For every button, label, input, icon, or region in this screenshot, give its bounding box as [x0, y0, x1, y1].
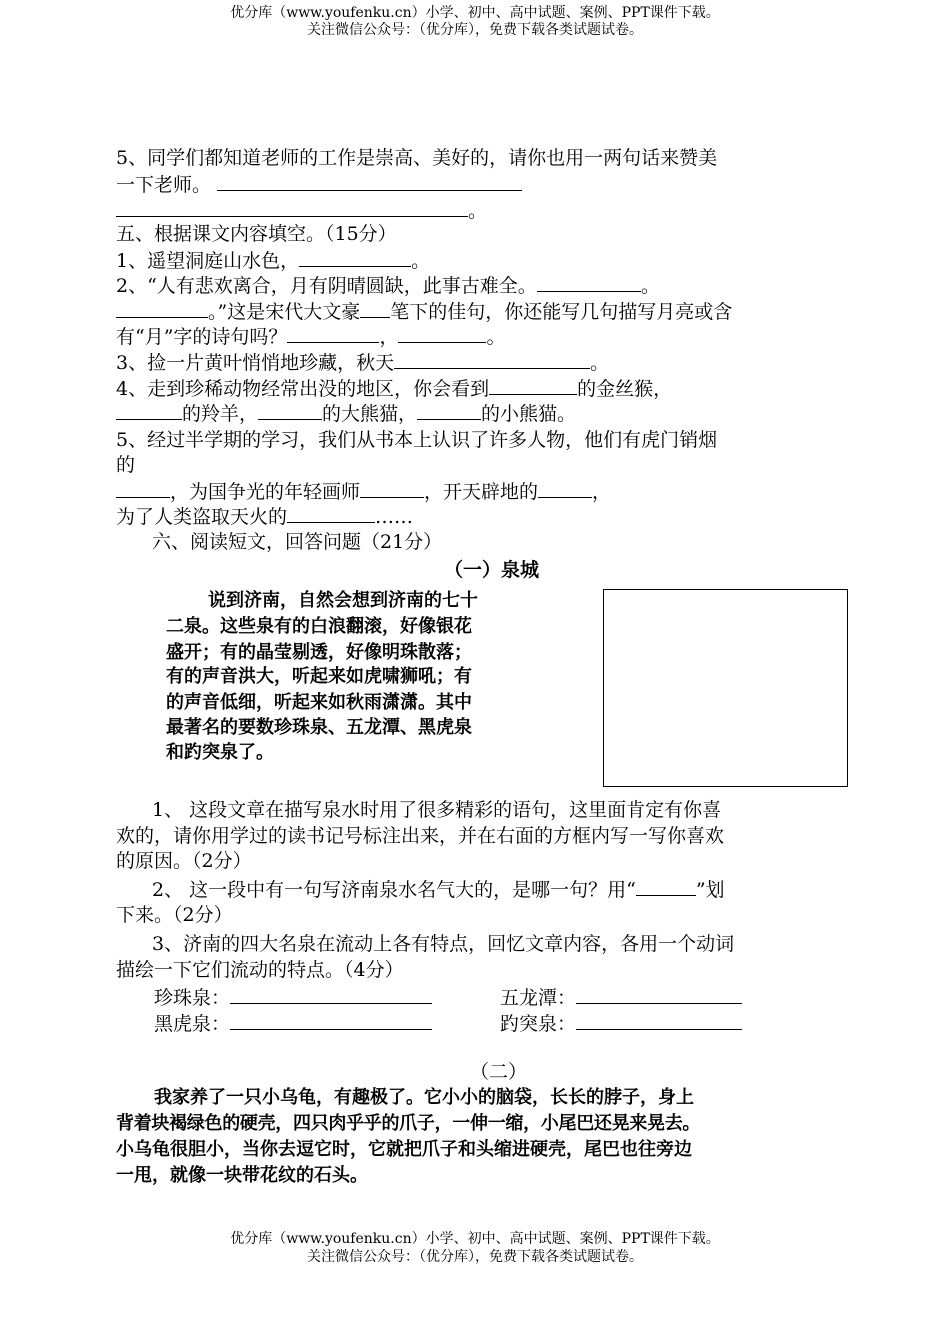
spring-baotu: 趵突泉：: [500, 1011, 742, 1036]
s6-q3-line-1: 3、济南的四大名泉在流动上各有特点，回忆文章内容，各用一个动词: [152, 933, 735, 955]
s5-q2-line-3: 有“月”字的诗句吗？ ， 。: [116, 326, 506, 348]
spring-wulong: 五龙潭：: [500, 985, 742, 1010]
answer-blank[interactable]: [258, 401, 322, 420]
s6-q1-line-1: 1、 这段文章在描写泉水时用了很多精彩的语句，这里面肯定有你喜: [152, 799, 722, 821]
passage-1-line: 说到济南，自然会想到济南的七十: [208, 590, 478, 611]
q5-praise-line-1: 5、同学们都知道老师的工作是崇高、美好的，请你也用一两句话来赞美: [116, 147, 718, 169]
footer-line-1: 优分库（www.youfenku.cn）小学、初中、高中试题、案例、PPT课件下载。: [230, 1231, 720, 1247]
answer-blank[interactable]: [537, 273, 641, 292]
s5-q5-line-4: 为了人类盗取天火的 ……: [116, 506, 414, 528]
passage-2-title: （二）: [470, 1061, 528, 1083]
answer-blank[interactable]: [576, 1011, 742, 1030]
answer-blank[interactable]: [230, 985, 432, 1004]
answer-blank[interactable]: [287, 324, 379, 343]
answer-blank[interactable]: [394, 350, 590, 369]
answer-blank[interactable]: [360, 299, 390, 318]
passage-1-title: （一）泉城: [444, 559, 540, 581]
q5-praise-line-2: 一下老师。: [116, 172, 522, 197]
answer-box[interactable]: [603, 589, 848, 787]
header-line-2: 关注微信公众号：（优分库），免费下载各类试题试卷。: [307, 22, 643, 38]
answer-blank[interactable]: [230, 1011, 432, 1030]
answer-blank[interactable]: [576, 985, 742, 1004]
answer-blank[interactable]: [299, 248, 411, 267]
passage-1-line: 最著名的要数珍珠泉、五龙潭、黑虎泉: [166, 717, 472, 738]
passage-1-line: 盛开；有的晶莹剔透，好像明珠散落；: [166, 642, 472, 663]
answer-blank[interactable]: [116, 401, 182, 420]
passage-1-line: 二泉。这些泉有的白浪翻滚，好像银花: [166, 616, 472, 637]
s6-q1-line-3: 的原因。（2分）: [116, 850, 252, 872]
footer-line-2: 关注微信公众号：（优分库），免费下载各类试题试卷。: [307, 1249, 643, 1265]
passage-2-line: 一甩，就像一块带花纹的石头。: [116, 1165, 368, 1186]
section-6-title: 六、阅读短文，回答问题（21分）: [152, 531, 443, 553]
passage-2-line: 小乌龟很胆小，当你去逗它时，它就把爪子和头缩进硬壳，尾巴也往旁边: [116, 1139, 692, 1160]
s5-q5-line-1: 5、经过半学期的学习，我们从书本上认识了许多人物，他们有虎门销烟: [116, 429, 718, 451]
s6-q1-line-2: 欢的，请你用学过的读书记号标注出来，并在右面的方框内写一写你喜欢: [116, 825, 725, 847]
s5-q4-line-2: 的羚羊， 的大熊猫， 的小熊猫。: [116, 401, 576, 426]
s5-q2-line-2: 。”这是宋代大文豪 笔下的佳句，你还能写几句描写月亮或含: [116, 299, 732, 324]
answer-blank[interactable]: [287, 504, 375, 523]
answer-blank[interactable]: [116, 479, 170, 498]
s5-q5-line-3: ，为国争光的年轻画师 ，开天辟地的 ，: [116, 479, 611, 504]
s6-q2-line-2: 下来。（2分）: [116, 904, 233, 926]
s5-q4-line-1: 4、走到珍稀动物经常出没的地区，你会看到 的金丝猴，: [116, 378, 673, 400]
passage-1-line: 和趵突泉了。: [166, 742, 274, 763]
answer-blank[interactable]: [116, 299, 208, 318]
header-line-1: 优分库（www.youfenku.cn）小学、初中、高中试题、案例、PPT课件下载。: [230, 5, 720, 21]
s5-q5-line-2: 的: [116, 454, 136, 476]
answer-blank[interactable]: [116, 198, 468, 217]
section-5-title: 五、根据课文内容填空。（15分）: [116, 223, 397, 245]
passage-1-line: 的声音低细，听起来如秋雨潇潇。其中: [166, 692, 472, 713]
passage-1-line: 有的声音洪大，听起来如虎啸狮吼；有: [166, 666, 472, 687]
s5-q1: 1、遥望洞庭山水色， 。: [116, 250, 431, 272]
s6-q2-line-1: 2、 这一段中有一句写济南泉水名气大的，是哪一句？用“ ”划: [152, 879, 725, 901]
passage-2-line: 背着块褐绿色的硬壳，四只肉乎乎的爪子，一伸一缩，小尾巴还晃来晃去。: [116, 1113, 701, 1134]
answer-blank[interactable]: [636, 877, 696, 896]
s5-q2-line-1: 2、“人有悲欢离合，月有阴晴圆缺，此事古难全。 。: [116, 275, 660, 297]
answer-blank[interactable]: [360, 479, 424, 498]
spring-zhenzhu: 珍珠泉：: [154, 985, 432, 1010]
answer-blank[interactable]: [417, 401, 481, 420]
answer-blank[interactable]: [217, 172, 522, 191]
q5-praise-line-3: 。: [116, 198, 487, 223]
s5-q3: 3、捡一片黄叶悄悄地珍藏，秋天 。: [116, 352, 610, 374]
passage-2-line: 我家养了一只小乌龟，有趣极了。它小小的脑袋，长长的脖子，身上: [154, 1087, 694, 1108]
answer-blank[interactable]: [538, 479, 592, 498]
spring-heihu: 黑虎泉：: [154, 1011, 432, 1036]
answer-blank[interactable]: [489, 376, 577, 395]
answer-blank[interactable]: [398, 324, 486, 343]
s6-q3-line-2: 描绘一下它们流动的特点。（4分）: [116, 959, 404, 981]
